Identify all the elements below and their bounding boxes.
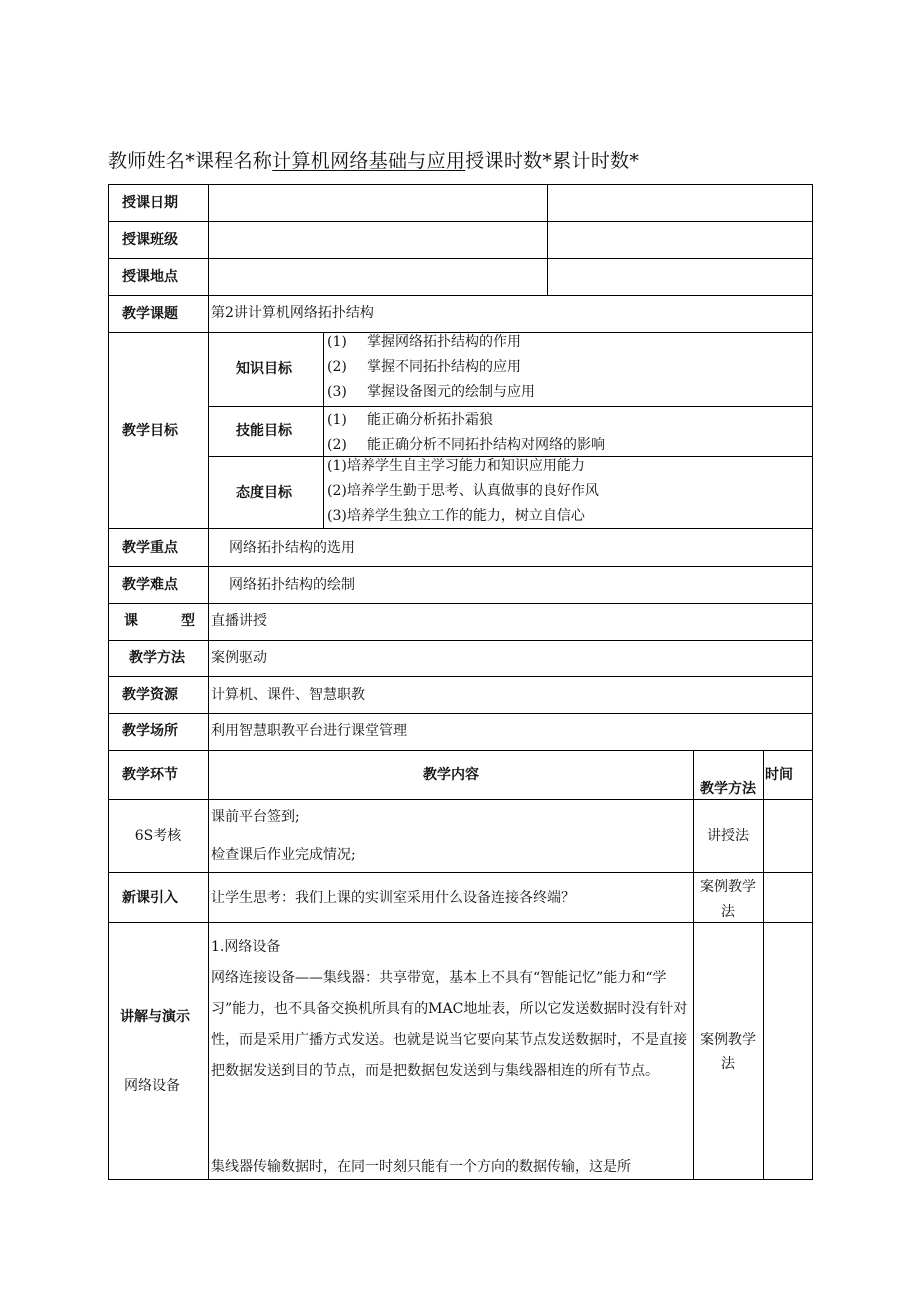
item-text: 能正确分析不同拓扑结构对网络的影响 (367, 437, 605, 453)
process-header-time: 时间 (765, 767, 793, 783)
method-cell-line: 案例教学 (700, 879, 756, 895)
label-class: 授课班级 (122, 232, 178, 248)
item-text: 掌握不同拓扑结构的应用 (367, 359, 521, 375)
knowledge-item (327, 358, 521, 376)
content-line: 检查课后作业完成情况; (211, 847, 356, 863)
resources-value: 计算机、课件、智慧职教 (211, 687, 365, 703)
lesson-type-value: 直播讲授 (211, 613, 267, 629)
stage-demo-sub: 网络设备 (124, 1078, 180, 1094)
label-method: 教学方法 (129, 650, 185, 666)
topic-value: 第2讲计算机网络拓扑结构 (211, 305, 374, 321)
content-paragraph: 网络连接设备——集线器：共享带宽，基本上不具有“智能记忆”能力和“学习”能力，也不具备交换机所具有的MAC地址表，所以它发送数据时没有针对性，而是采用广播方式发送。也就是说当它要向某节点发送数据时，不是直接把数据发送到目的节点，而是把数据包发送到与集线器相连的所有节点。 (211, 970, 688, 1079)
attitude-item: (2)培养学生勤于思考、认真做事的良好作风 (327, 483, 599, 499)
attitude-item: (1)培养学生自主学习能力和知识应用能力 (327, 458, 585, 474)
process-header-method: 教学方法 (700, 781, 756, 797)
content-line: 集线器传输数据时，在同一时刻只能有一个方向的数据传输，这是所 (211, 1159, 631, 1175)
stage-demo: 讲解与演示 (120, 1009, 190, 1025)
skill-item (327, 436, 605, 454)
knowledge-item (327, 333, 521, 351)
label-key-point: 教学重点 (122, 540, 178, 556)
stage-6s (108, 827, 208, 845)
stage-intro: 新课引入 (122, 890, 178, 906)
header-suffix: 授课时数*累计时数* (465, 150, 640, 172)
header-prefix: 教师姓名*课程名称 (108, 150, 273, 172)
course-name: 计算机网络基础与应用 (272, 150, 466, 172)
item-number: (2) (327, 359, 347, 375)
key-point-value: 网络拓扑结构的选用 (229, 540, 355, 556)
method-cell-line: 法 (721, 1056, 735, 1072)
content-heading: 1.网络设备 (211, 939, 281, 955)
item-number: (3) (327, 384, 347, 400)
process-header-stage: 教学环节 (122, 767, 178, 783)
label-venue: 教学场所 (122, 723, 178, 739)
method-cell-line: 法 (721, 904, 735, 920)
label-date: 授课日期 (122, 195, 178, 211)
label-lesson-type-b: 型 (181, 613, 195, 629)
process-header-content: 教学内容 (423, 767, 479, 783)
method-cell: 讲授法 (707, 828, 749, 844)
skill-item (327, 411, 493, 429)
label-difficulty: 教学难点 (122, 577, 178, 593)
knowledge-item (327, 383, 535, 401)
attitude-item: (3)培养学生独立工作的能力，树立自信心 (327, 508, 585, 524)
label-location: 授课地点 (122, 269, 178, 285)
label-topic: 教学课题 (122, 306, 178, 322)
difficulty-value: 网络拓扑结构的绘制 (229, 577, 355, 593)
method-cell-line: 案例教学 (700, 1032, 756, 1048)
item-number: (1) (327, 412, 347, 428)
content-line: 课前平台签到; (211, 809, 300, 825)
label-goals: 教学目标 (122, 423, 178, 439)
goal-skill-label: 技能目标 (236, 423, 292, 439)
content-line: 让学生思考：我们上课的实训室采用什么设备连接各终端？ (211, 890, 575, 906)
label-resources: 教学资源 (122, 687, 178, 703)
venue-value: 利用智慧职教平台进行课堂管理 (211, 723, 407, 739)
method-value: 案例驱动 (211, 650, 267, 666)
stage-6s-label: 6S考核 (134, 828, 182, 844)
document-header (108, 146, 639, 173)
item-text: 掌握设备图元的绘制与应用 (367, 384, 535, 400)
goal-attitude-label: 态度目标 (236, 485, 292, 501)
goal-knowledge-label: 知识目标 (236, 361, 292, 377)
label-lesson-type-a: 课 (124, 613, 138, 629)
item-number: (1) (327, 334, 347, 350)
item-number: (2) (327, 437, 347, 453)
item-text: 能正确分析拓扑霜狼 (367, 412, 493, 428)
item-text: 掌握网络拓扑结构的作用 (367, 334, 521, 350)
